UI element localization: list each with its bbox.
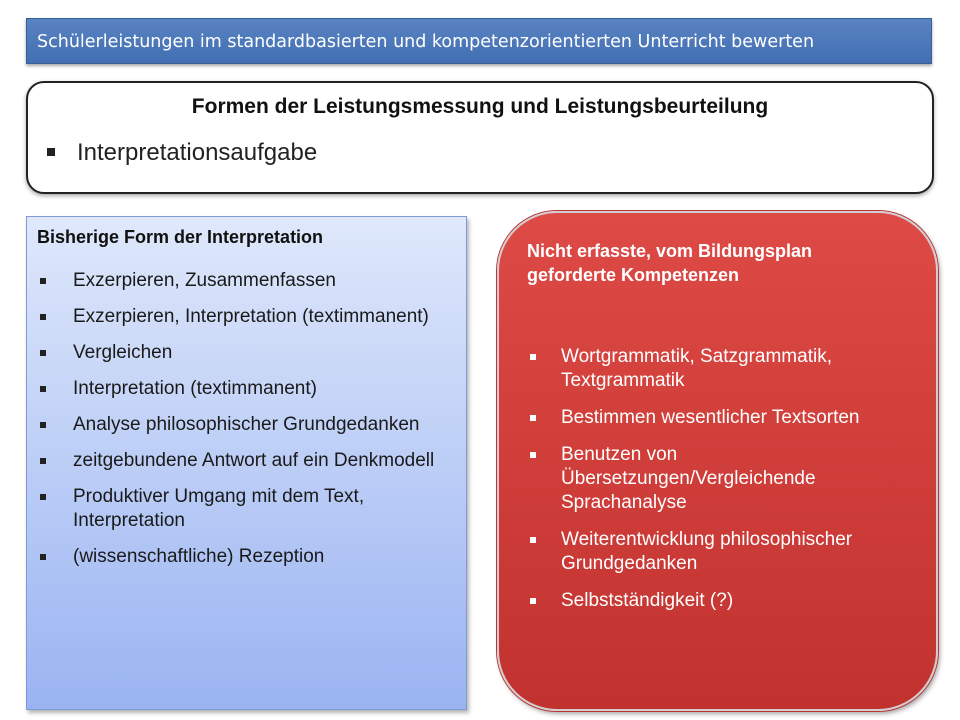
square-bullet-icon: [47, 148, 55, 156]
left-panel-list: [37, 269, 462, 581]
right-panel-title: Nicht erfasste, vom Bildungsplan geforderte Kompetenzen: [527, 241, 813, 285]
square-bullet-icon: [530, 452, 536, 458]
square-bullet-icon: [40, 278, 46, 284]
square-bullet-icon: [530, 415, 536, 421]
list-item-label: Bestimmen wesentlicher Textsorten: [561, 407, 860, 428]
header-bullet: [47, 139, 317, 167]
square-bullet-icon: [40, 554, 46, 560]
left-panel: [26, 216, 467, 710]
list-item: [37, 449, 462, 473]
list-item-label: Selbstständigkeit (?): [561, 590, 734, 611]
list-item: [37, 341, 462, 365]
list-item-label: zeitgebundene Antwort auf ein Denkmodell: [73, 450, 435, 471]
square-bullet-icon: [40, 386, 46, 392]
list-item: [527, 406, 917, 430]
list-item: [37, 485, 462, 533]
right-panel-list: [527, 345, 917, 626]
list-item-label: (wissenschaftliche) Rezeption: [73, 546, 325, 567]
list-item: [37, 305, 462, 329]
square-bullet-icon: [40, 350, 46, 356]
list-item-label: Produktiver Umgang mit dem Text, Interpretation: [73, 486, 365, 531]
list-item-label: Interpretation (textimmanent): [73, 378, 317, 399]
list-item-label: Analyse philosophischer Grundgedanken: [73, 414, 420, 435]
square-bullet-icon: [40, 422, 46, 428]
list-item: [527, 589, 917, 613]
list-item: [527, 528, 917, 576]
square-bullet-icon: [530, 598, 536, 604]
list-item-label: Weiterentwicklung philosophischer Grundgedanken: [561, 529, 853, 574]
list-item: [37, 413, 462, 437]
left-panel-title: Bisherige Form der Interpretation: [37, 227, 324, 247]
square-bullet-icon: [530, 537, 536, 543]
list-item-label: Exzerpieren, Zusammenfassen: [73, 270, 336, 291]
banner-text: Schülerleistungen im standardbasierten und kompetenzorientierten Unterricht bewerten: [37, 32, 815, 52]
square-bullet-icon: [40, 458, 46, 464]
list-item: [527, 443, 917, 515]
list-item: [37, 269, 462, 293]
list-item-label: Vergleichen: [73, 342, 173, 363]
square-bullet-icon: [530, 354, 536, 360]
top-banner: [26, 18, 932, 64]
right-panel: [497, 211, 938, 711]
list-item-label: Benutzen von Übersetzungen/Vergleichende Sprachanalyse: [561, 444, 816, 513]
list-item-label: Wortgrammatik, Satzgrammatik, Textgrammatik: [561, 346, 832, 391]
list-item-label: Exzerpieren, Interpretation (textimmanent): [73, 306, 429, 327]
header-bullet-label: Interpretationsaufgabe: [77, 139, 318, 166]
list-item: [37, 545, 462, 569]
header-box: [26, 81, 934, 194]
square-bullet-icon: [40, 494, 46, 500]
square-bullet-icon: [40, 314, 46, 320]
list-item: [37, 377, 462, 401]
list-item: [527, 345, 917, 393]
header-title: Formen der Leistungsmessung und Leistungsbeurteilung: [191, 95, 769, 118]
